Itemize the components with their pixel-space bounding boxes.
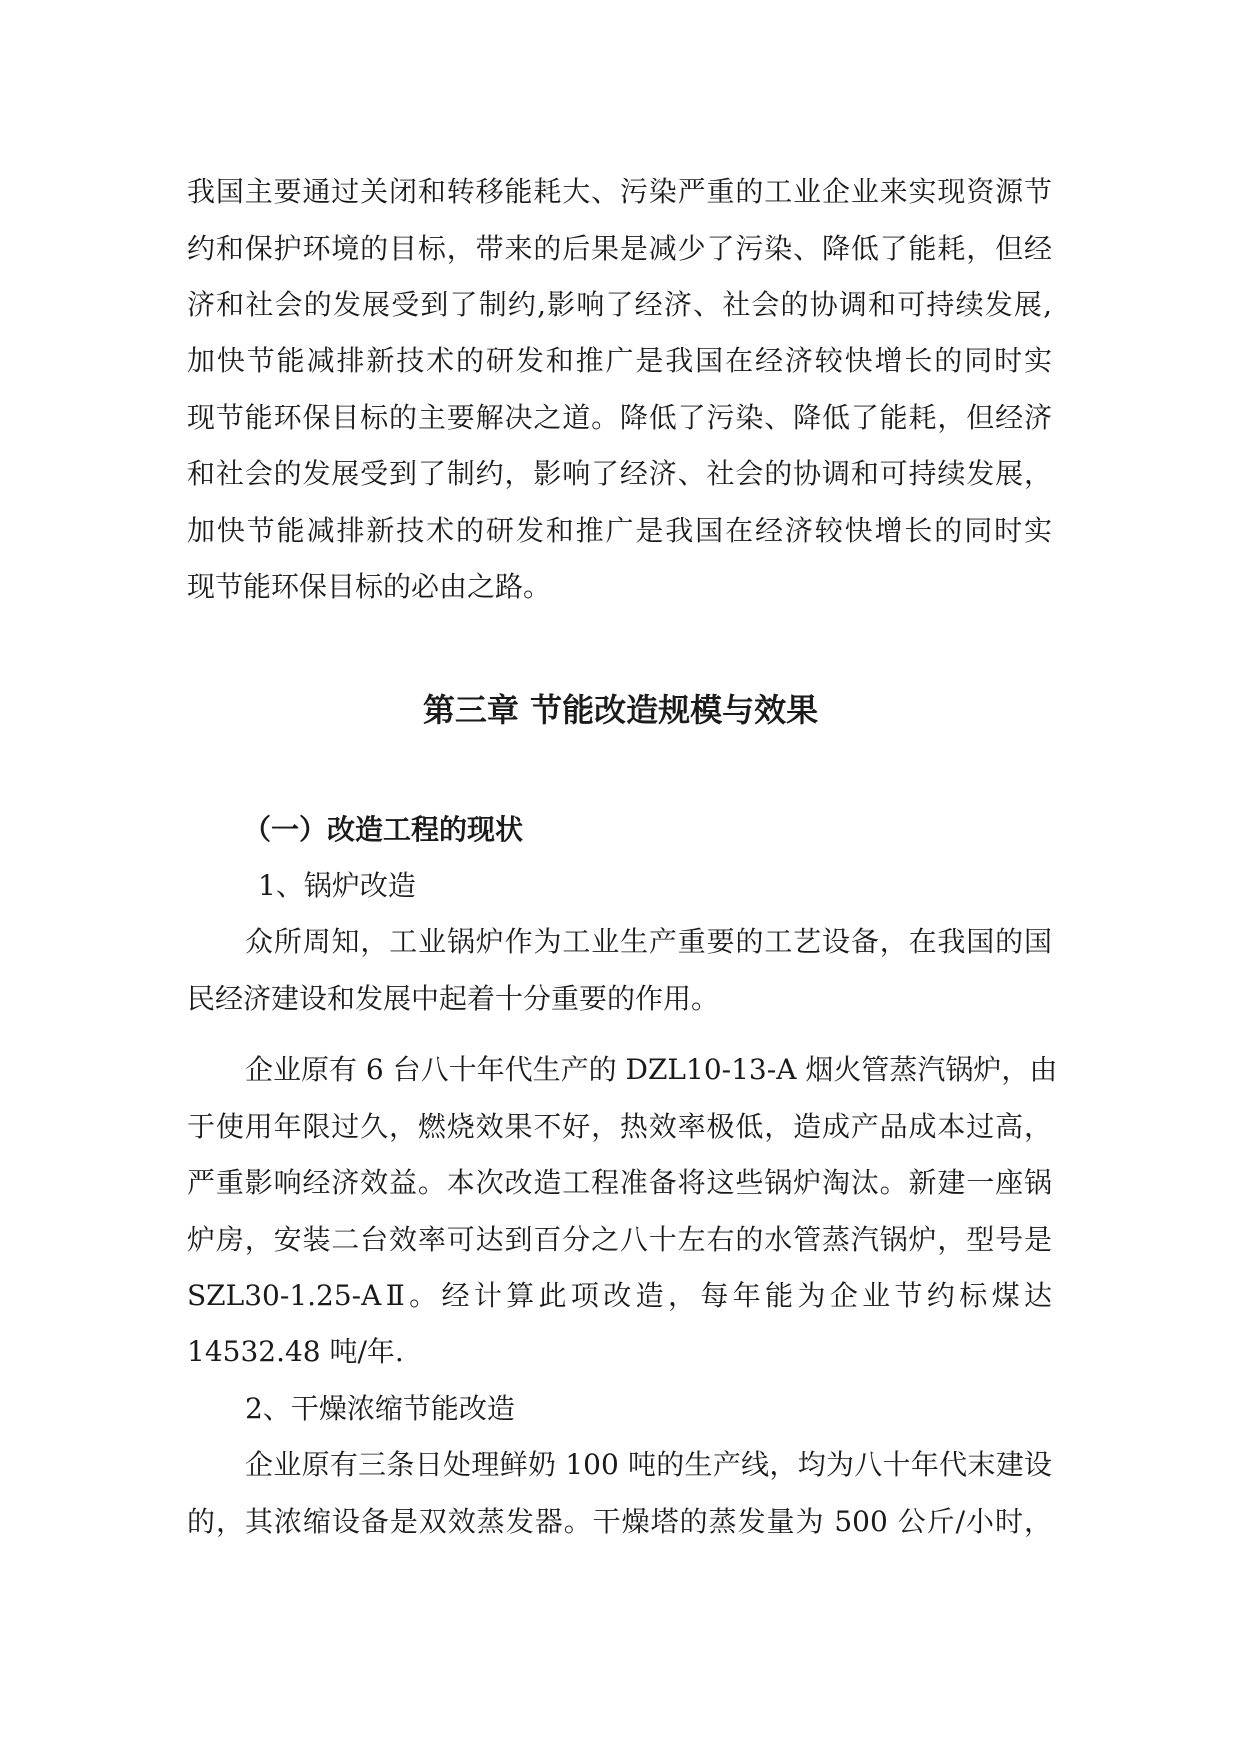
subsection-title-boiler: 1、锅炉改造 bbox=[258, 869, 416, 902]
chapter-title: 第三章 节能改造规模与效果 bbox=[422, 691, 819, 729]
text-line: 我国主要通过关闭和转移能耗大、污染严重的工业企业来实现资源节 bbox=[187, 175, 1052, 208]
text-line: 众所周知，工业锅炉作为工业生产重要的工艺设备，在我国的国 bbox=[245, 925, 1052, 958]
text-line: 约和保护环境的目标，带来的后果是减少了污染、降低了能耗，但经 bbox=[187, 232, 1052, 265]
text-line: 于使用年限过久，燃烧效果不好，热效率极低，造成产品成本过高， bbox=[187, 1110, 1052, 1143]
text-line: 现节能环保目标的主要解决之道。降低了污染、降低了能耗，但经济 bbox=[187, 401, 1052, 434]
section-title: （一）改造工程的现状 bbox=[243, 813, 524, 846]
text-line: 民经济建设和发展中起着十分重要的作用。 bbox=[187, 982, 720, 1015]
text-line: 企业原有三条日处理鲜奶 100 吨的生产线，均为八十年代末建设 bbox=[245, 1448, 1052, 1481]
text-line: 加快节能减排新技术的研发和推广是我国在经济较快增长的同时实 bbox=[187, 344, 1052, 377]
text-line: 现节能环保目标的必由之路。 bbox=[187, 570, 552, 603]
text-line: 加快节能减排新技术的研发和推广是我国在经济较快增长的同时实 bbox=[187, 514, 1052, 547]
text-line: SZL30-1.25-AⅡ。经计算此项改造，每年能为企业节约标煤达 bbox=[187, 1279, 1052, 1312]
text-line: 济和社会的发展受到了制约,影响了经济、社会的协调和可持续发展, bbox=[187, 288, 1052, 321]
text-line: 的，其浓缩设备是双效蒸发器。干燥塔的蒸发量为 500 公斤/小时， bbox=[187, 1505, 1052, 1538]
text-line: 企业原有 6 台八十年代生产的 DZL10-13-A 烟火管蒸汽锅炉，由 bbox=[245, 1053, 1058, 1086]
text-line: 严重影响经济效益。本次改造工程准备将这些锅炉淘汰。新建一座锅 bbox=[187, 1166, 1052, 1199]
text-line: 14532.48 吨/年. bbox=[187, 1335, 404, 1368]
text-line: 炉房，安装二台效率可达到百分之八十左右的水管蒸汽锅炉，型号是 bbox=[187, 1223, 1052, 1256]
text-line: 和社会的发展受到了制约，影响了经济、社会的协调和可持续发展， bbox=[187, 457, 1052, 490]
subsection-title-drying: 2、干燥浓缩节能改造 bbox=[245, 1392, 515, 1425]
